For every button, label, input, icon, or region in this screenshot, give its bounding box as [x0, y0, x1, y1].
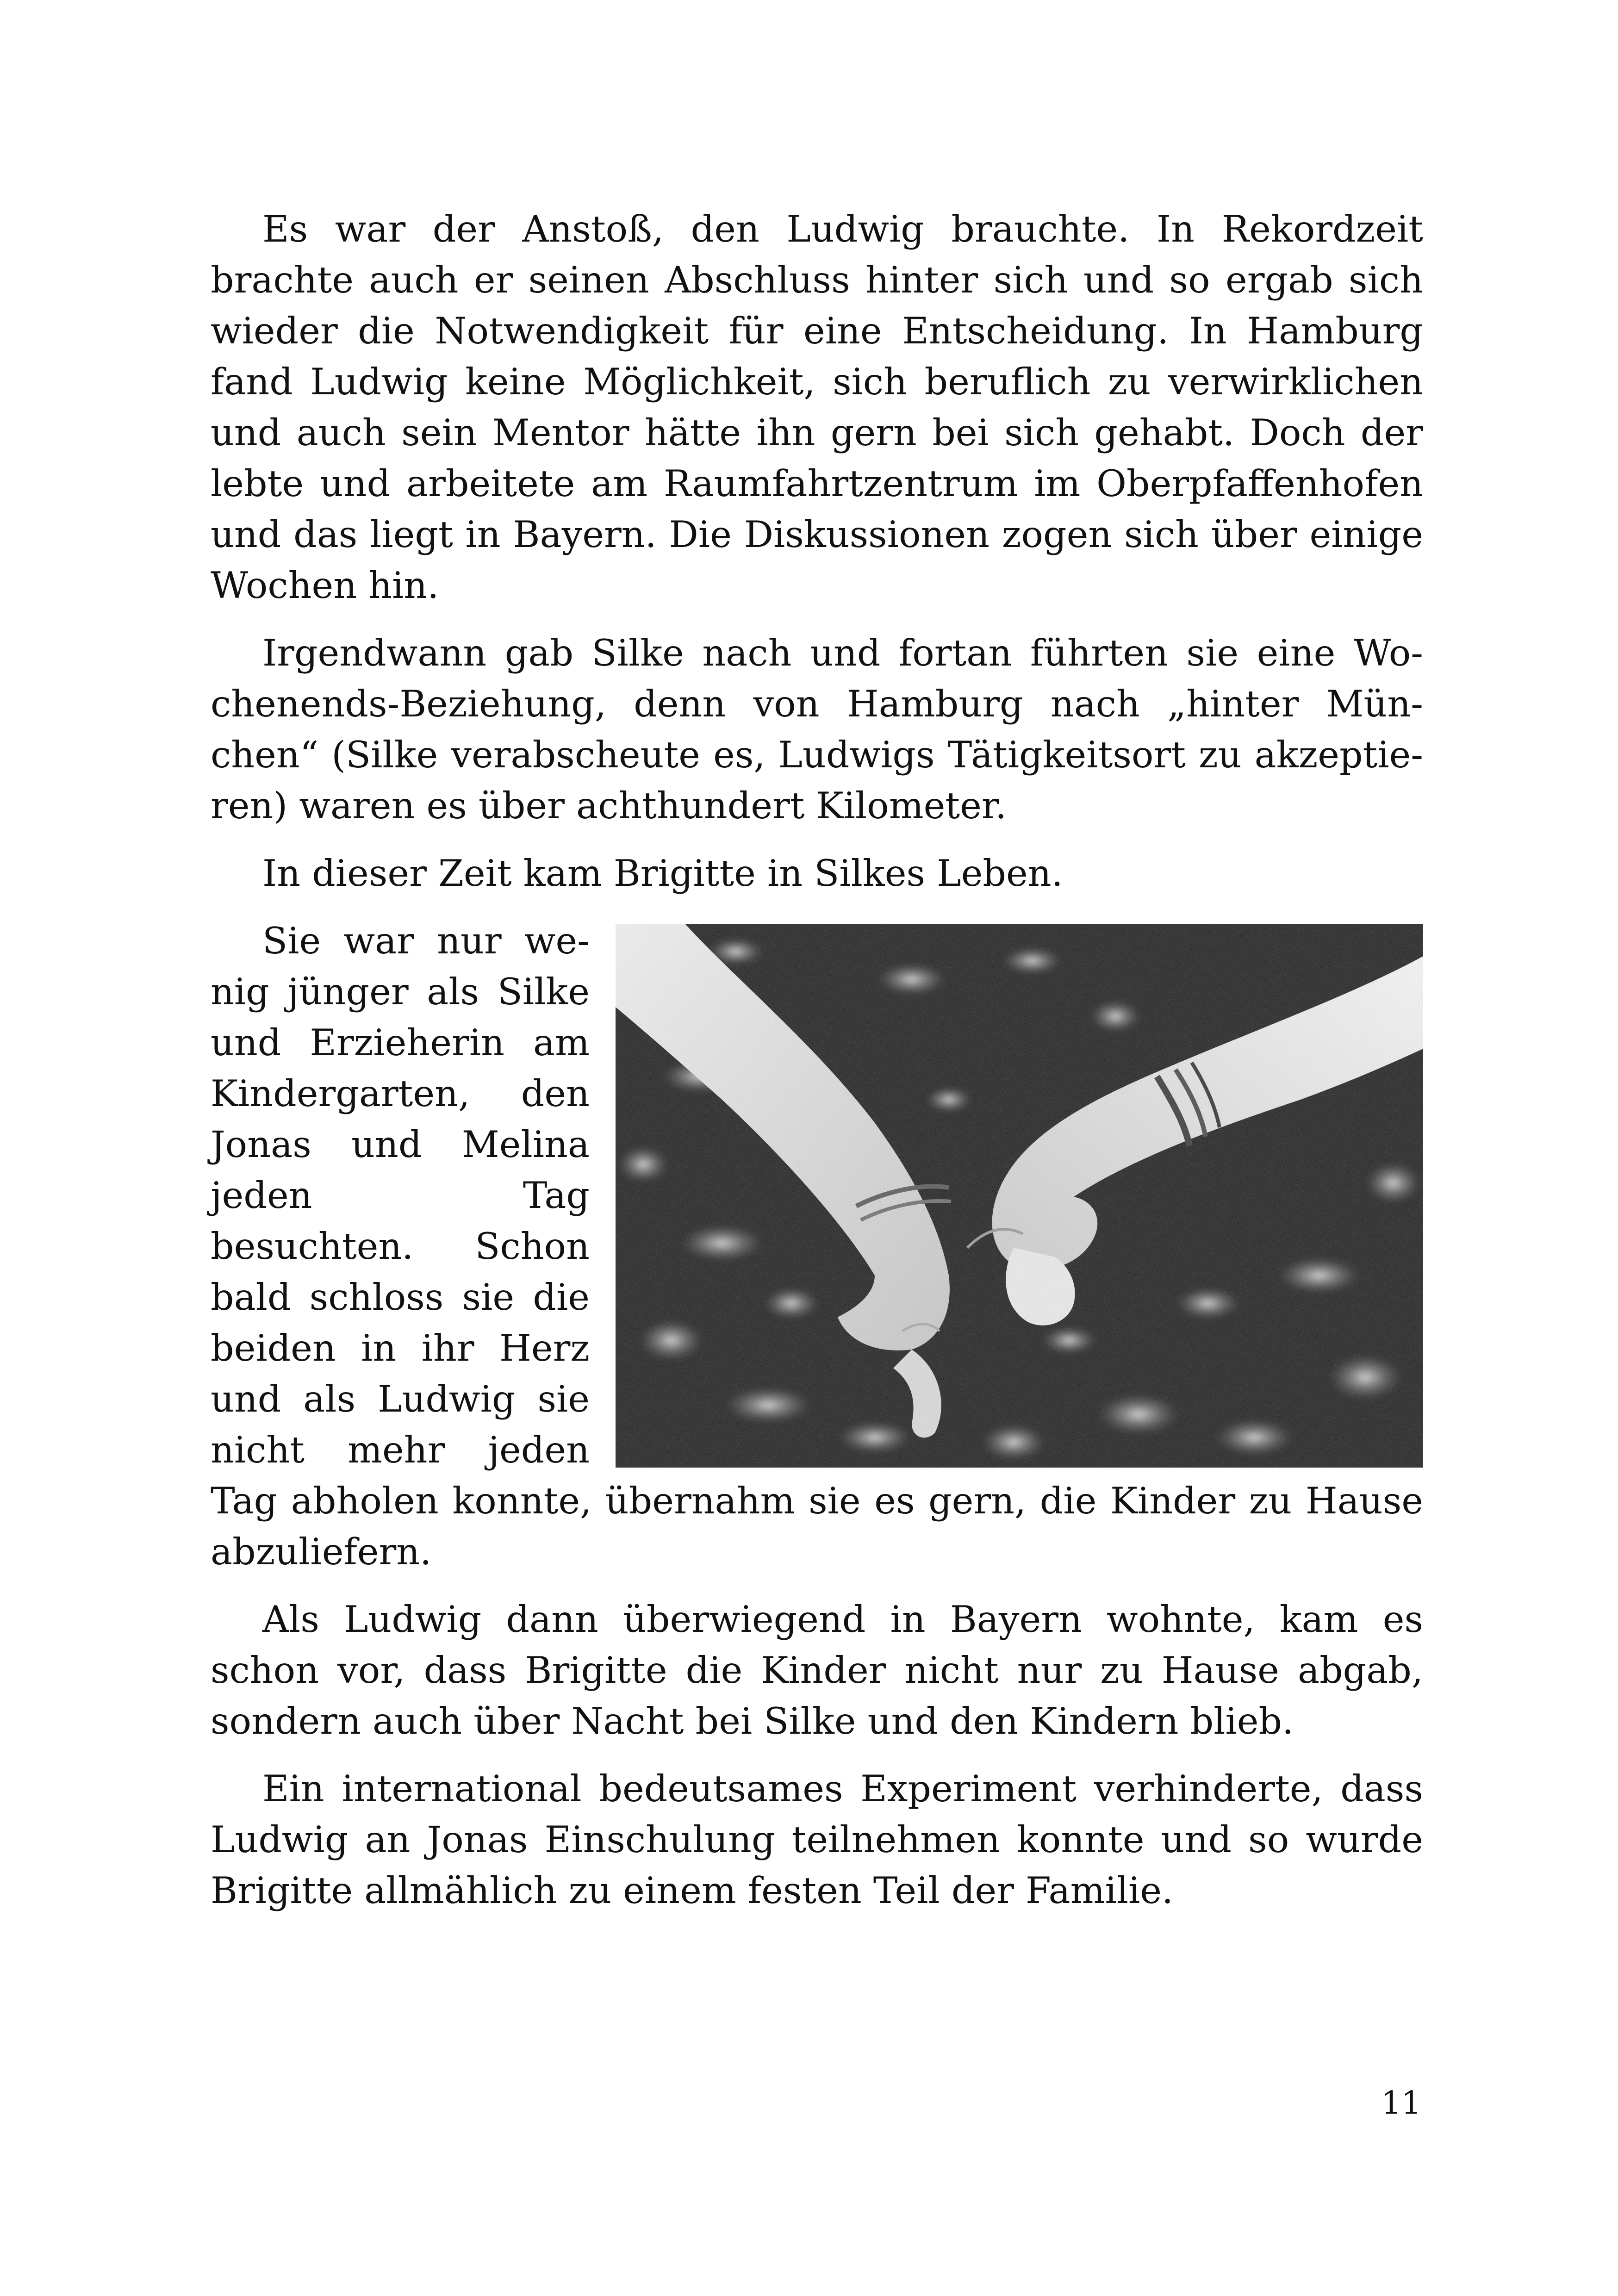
paragraph-3: In dieser Zeit kam Brigitte in Silkes Leben. — [262, 852, 1063, 895]
page-number: 11 — [1381, 2085, 1421, 2122]
paragraph-6: Ein international bedeutsames Experiment verhinderte, dass Ludwig an Jonas Einschulung teilnehmen konnte und so wurde Brigitte allmählich zu einem festen Teil der Familie. — [211, 1767, 1423, 1912]
paragraph-2: Irgendwann gab Silke nach und fortan führten sie eine Wochenends-Beziehung, denn von Hamburg nach „hinter München“ (Silke verabscheute es, Ludwigs Tätigkeitsort zu akzeptieren) waren es über achthundert Kilometer. — [211, 632, 1423, 827]
holding-hands-photo — [616, 924, 1423, 1468]
paragraph-5: Als Ludwig dann überwiegend in Bayern wohnte, kam es schon vor, dass Brigitte die Kinder nicht nur zu Hause abgab, sondern auch über Nacht bei Silke und den Kindern blieb. — [211, 1598, 1423, 1742]
body-text — [211, 204, 1423, 1933]
paragraph-4: Sie war nur wenig jünger als Silke und Erzieherin am Kindergarten, den Jonas und Melina jeden Tag besuchten. Schon bald schloss sie die beiden in ihr Herz und als Ludwig sie nicht mehr jeden Tag abholen konnte, übernahm sie es gern, die Kinder zu Hause abzuliefern. — [211, 920, 1423, 1573]
holding-hands-illustration — [616, 924, 1423, 1468]
paragraph-1: Es war der Anstoß, den Ludwig brauchte. In Rekordzeit brachte auch er seinen Abschluss hinter sich und so ergab sich wieder die Notwendigkeit für eine Entscheidung. In Hamburg fand Ludwig keine Möglichkeit, sich beruflich zu verwirklichen und auch sein Mentor hätte ihn gern bei sich gehabt. Doch der lebte und arbeitete am Raumfahrtzentrum im Oberpfaffenhofen und das liegt in Bayern. Die Diskussionen zogen sich über einige Wochen hin. — [211, 208, 1423, 607]
